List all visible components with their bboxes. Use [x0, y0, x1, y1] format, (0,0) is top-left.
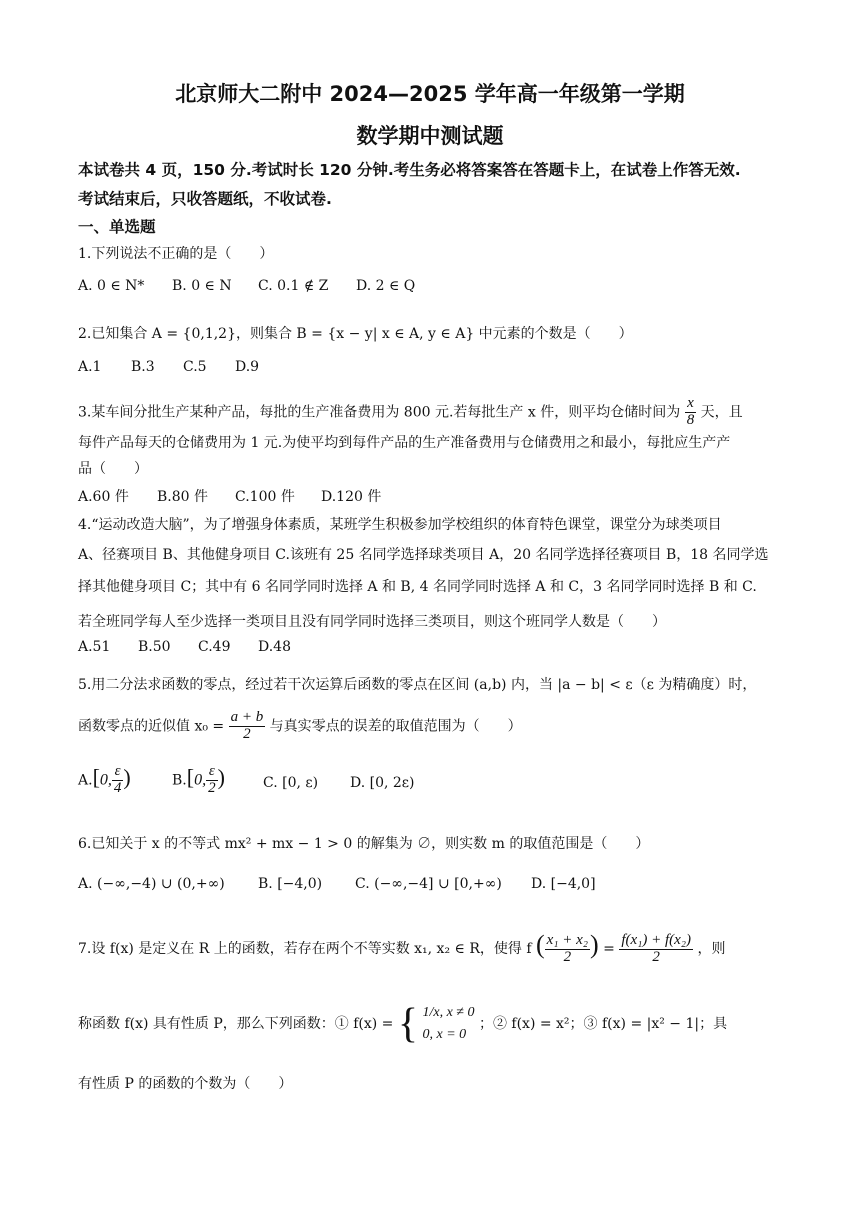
- question-6-option-c: C. (−∞,−4] ∪ [0,+∞): [355, 876, 502, 892]
- question-7-fraction-1: [545, 933, 590, 966]
- question-5-fraction: [229, 710, 266, 743]
- question-6-option-a: A. (−∞,−4) ∪ (0,+∞): [78, 876, 225, 892]
- fraction-denominator: 2: [243, 725, 251, 742]
- exam-subtitle: 数学期中测试题: [356, 124, 504, 148]
- fraction-numerator: ε: [206, 764, 218, 781]
- question-4-line-4: 若全班同学每人至少选择一类项目且没有同学同时选择三类项目，则这个班同学人数是（ ）: [78, 614, 666, 630]
- instructions-line-1: 本试卷共 4 页，150 分.考试时长 120 分钟.考生务必将答案答在答题卡上，在试卷上作答无效.: [78, 161, 741, 179]
- exam-title: 北京师大二附中 2024—2025 学年高一年级第一学期: [175, 82, 685, 106]
- question-5-option-a: [78, 764, 131, 797]
- question-2-option-d: D.9: [235, 359, 260, 375]
- question-1-stem: 1.下列说法不正确的是（ ）: [78, 246, 274, 262]
- question-7-line-1-b: ，则: [697, 941, 726, 957]
- fraction-denominator: 2: [208, 779, 216, 796]
- question-4-line-1: 4.“运动改造大脑”，为了增强身体素质，某班学生积极参加学校组织的体育特色课堂，课堂分为球类项目: [78, 517, 722, 533]
- right-paren: ): [217, 764, 225, 790]
- question-1-option-d: D. 2 ∈ Q: [356, 278, 416, 294]
- left-bracket: [: [186, 764, 195, 790]
- question-4-line-2: A、径赛项目 B、其他健身项目 C.该班有 25 名同学选择球类项目 A，20 名同学选择径赛项目 B，18 名同学选: [78, 547, 769, 563]
- question-2-option-c: C.5: [183, 359, 207, 375]
- piecewise-case-1: 1/x, x ≠ 0: [422, 1004, 475, 1020]
- question-5-line-2-b: 与真实零点的误差的取值范围为（ ）: [269, 718, 522, 735]
- fraction-denominator: 4: [113, 779, 122, 796]
- fraction-denominator: 2: [563, 948, 572, 965]
- piecewise-cases: [422, 1002, 474, 1047]
- option-label: A.: [78, 772, 93, 789]
- right-paren: ): [123, 764, 131, 790]
- question-5-line-2-a: 函数零点的近似值 x₀ =: [78, 718, 225, 735]
- bracket-zero: 0,: [194, 771, 207, 789]
- question-2-option-a: A.1: [78, 359, 102, 375]
- question-4-option-a: A.51: [78, 639, 111, 655]
- question-7-line-3: 有性质 P 的函数的个数为（ ）: [78, 1076, 293, 1092]
- question-6-option-b: B. [−4,0): [258, 876, 323, 892]
- question-1-option-c: C. 0.1 ∉ Z: [258, 278, 329, 294]
- question-7-line-2-a: 称函数 f(x) 具有性质 P，那么下列函数：① f(x) =: [78, 1016, 394, 1032]
- question-6-stem: 6.已知关于 x 的不等式 mx² + mx − 1 > 0 的解集为 ∅，则实数 m 的取值范围是（ ）: [78, 836, 650, 852]
- question-6-option-d: D. [−4,0]: [531, 876, 596, 892]
- question-2-option-b: B.3: [131, 359, 155, 375]
- piecewise-brace: {: [397, 1001, 419, 1047]
- question-4-option-b: B.50: [138, 639, 171, 655]
- bracket-zero: 0,: [99, 771, 112, 789]
- question-3-line-1: [78, 396, 743, 429]
- left-bracket: [: [92, 764, 100, 790]
- fraction-numerator: a + b: [230, 709, 264, 725]
- question-5-option-c: C. [0, ε): [263, 775, 319, 791]
- question-7-line-2-b: ；② f(x) = x²；③ f(x) = |x² − 1|；具: [478, 1016, 728, 1032]
- question-7-fraction-2: [619, 933, 693, 966]
- question-3-option-a: A.60 件: [78, 489, 129, 505]
- question-1-option-b: B. 0 ∈ N: [172, 278, 232, 294]
- question-3-line-2: 每件产品每天的仓储费用为 1 元.为使平均到每件产品的生产准备费用与仓储费用之和最小，每批应生产产: [78, 435, 731, 451]
- question-7-line-1: [78, 930, 725, 965]
- option-b-fraction: [206, 764, 218, 797]
- question-5-line-2: [78, 710, 522, 743]
- question-3-stem-b: 天，且: [700, 404, 743, 421]
- question-4-line-3: 择其他健身项目 C；其中有 6 名同学同时选择 A 和 B, 4 名同学同时选择 A 和 C，3 名同学同时选择 B 和 C.: [78, 579, 757, 595]
- right-paren: ): [590, 930, 599, 959]
- question-5-line-1: 5.用二分法求函数的零点，经过若干次运算后函数的零点在区间 (a,b) 内，当 |a − b| < ε（ε 为精确度）时，: [78, 677, 757, 693]
- question-3-option-c: C.100 件: [235, 489, 295, 505]
- option-label: B.: [172, 772, 187, 789]
- question-3-option-d: D.120 件: [321, 489, 382, 505]
- fraction-numerator: x₁ + x₂: [546, 931, 589, 948]
- question-5-option-b: [172, 764, 225, 797]
- question-4-option-c: C.49: [198, 639, 231, 655]
- question-3-stem-a: 3.某车间分批生产某种产品，每批的生产准备费用为 800 元.若每批生产 x 件，则平均仓储时间为: [78, 404, 681, 421]
- question-3-option-b: B.80 件: [157, 489, 209, 505]
- question-2-stem: 2.已知集合 A = {0,1,2}，则集合 B = {x − y| x ∈ A, y ∈ A} 中元素的个数是（ ）: [78, 326, 633, 342]
- question-3-line-3: 品（ ）: [78, 461, 148, 477]
- fraction-numerator: ε: [112, 764, 124, 781]
- instructions-line-2: 考试结束后，只收答题纸，不收试卷.: [78, 190, 332, 208]
- equals-sign: =: [603, 941, 615, 957]
- question-3-fraction: [685, 396, 697, 429]
- fraction-numerator: f(x₁) + f(x₂): [621, 931, 692, 948]
- question-7-line-2: [78, 1000, 727, 1048]
- option-a-fraction: [112, 764, 124, 797]
- question-4-option-d: D.48: [258, 639, 291, 655]
- fraction-denominator: 2: [652, 948, 660, 965]
- question-7-line-1-a: 7.设 f(x) 是定义在 R 上的函数，若存在两个不等实数 x₁, x₂ ∈ R，使得 f: [78, 941, 532, 957]
- fraction-numerator: x: [685, 396, 697, 413]
- section-heading: 一、单选题: [78, 218, 156, 236]
- question-1-option-a: A. 0 ∈ N*: [78, 278, 145, 294]
- question-5-option-d: D. [0, 2ε): [350, 775, 415, 791]
- left-paren: (: [535, 930, 545, 959]
- piecewise-case-2: 0, x = 0: [422, 1027, 467, 1042]
- fraction-denominator: 8: [686, 411, 695, 428]
